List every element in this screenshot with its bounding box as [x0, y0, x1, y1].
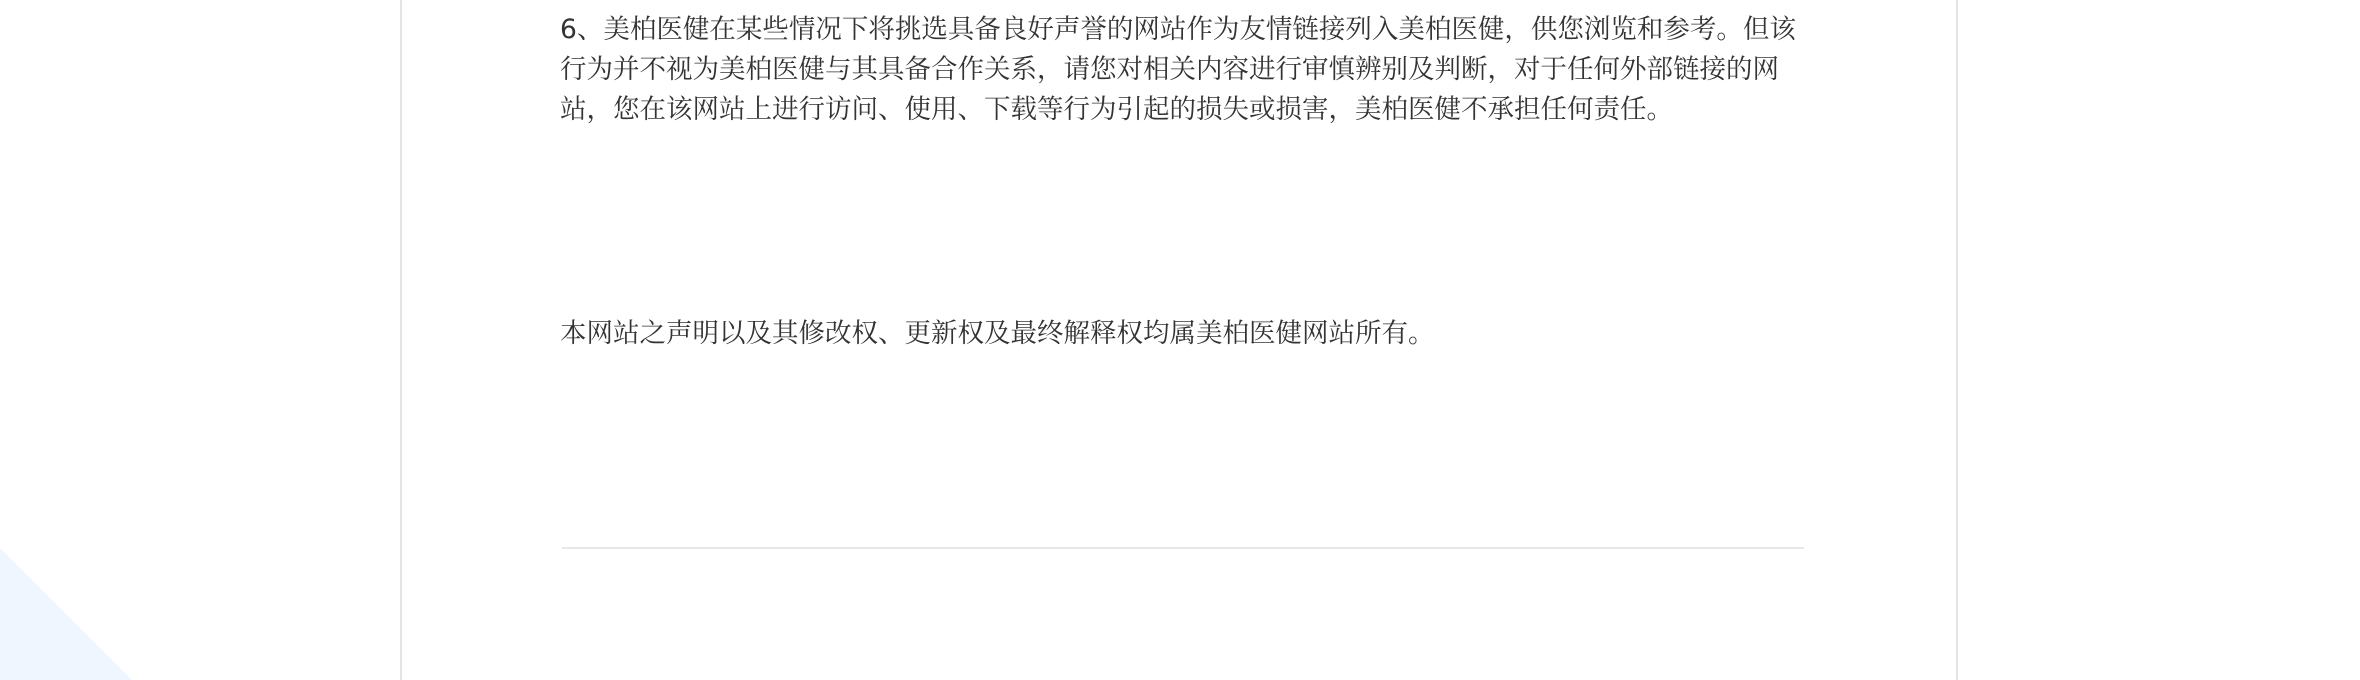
article-content-panel — [400, 0, 1958, 680]
paragraph-6: 6、美柏医健在某些情况下将挑选具备良好声誉的网站作为友情链接列入美柏医健，供您浏览和参考。但该行为并不视为美柏医健与其具备合作关系，请您对相关内容进行审慎辨别及判断，对于任何外部链接的网站，您在该网站上进行访问、使用、下载等行为引起的损失或损害，美柏医健不承担任何责任。 — [560, 14, 1796, 125]
content-divider — [562, 547, 1804, 549]
closing-statement: 本网站之声明以及其修改权、更新权及最终解释权均属美柏医健网站所有。 — [560, 318, 1435, 349]
decorative-background-triangle — [0, 548, 140, 680]
